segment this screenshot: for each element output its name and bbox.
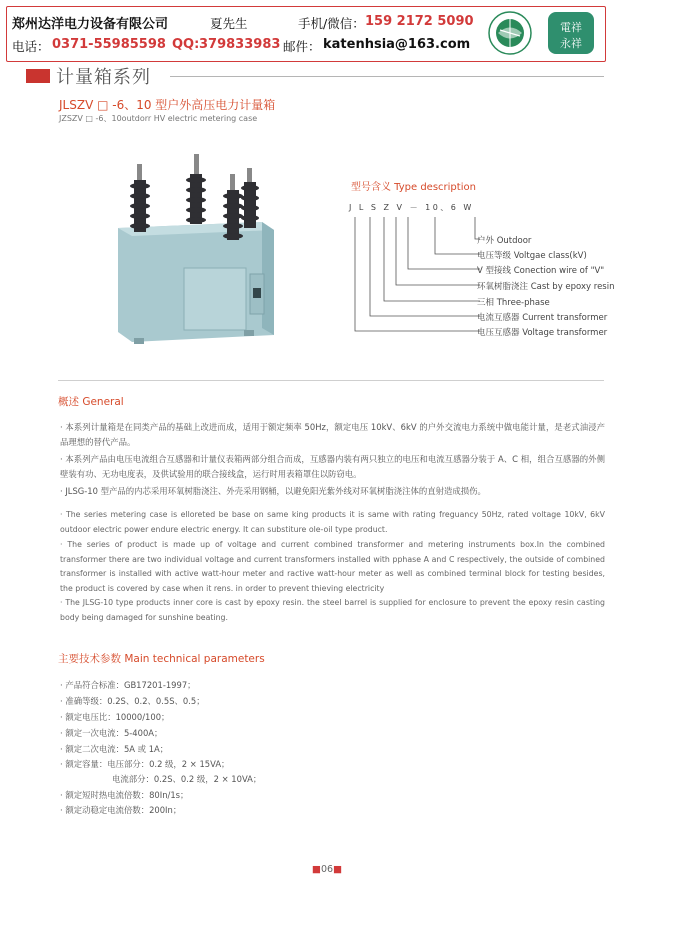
email-label: 邮件： — [283, 39, 321, 54]
type-item-voltage-transformer: 电压互感器 Voltage transformer — [477, 328, 608, 338]
type-code: J L S Z V － 10、6 W — [349, 203, 474, 212]
type-code-leader-lines — [340, 205, 490, 340]
general-en-paragraph-3: · The JLSG-10 type products inner core is cast by epoxy resin. the steel barrel is supplied for enclosure to prevent the epoxy resin casting body being damaged for sunshine beating. — [60, 598, 605, 622]
page-number-marker-right: ■ — [333, 864, 343, 875]
type-item-epoxy: 环氧树脂浇注 Cast by epoxy resin — [477, 282, 615, 292]
type-item-current-transformer: 电流互感器 Current transformer — [477, 313, 608, 323]
param-capacity-voltage: · 额定容量：电压部分：0.2 级，2 × 15VA； — [60, 759, 230, 769]
section-divider — [58, 380, 604, 381]
param-standard: · 产品符合标准：GB17201-1997； — [60, 680, 196, 690]
svg-text:電祥: 電祥 — [560, 21, 582, 34]
tel-number: 0371-55985598 — [52, 37, 166, 52]
metering-case-image — [112, 150, 280, 345]
param-capacity-current: 电流部分：0.2S、0.2 级，2 × 10VA； — [112, 774, 262, 784]
product-title: JLSZV □ -6、10 型户外高压电力计量箱 — [59, 98, 276, 112]
type-item-three-phase: 三相 Three-phase — [477, 298, 550, 308]
phone-number: 159 2172 5090 — [365, 14, 474, 29]
page-title: 计量箱系列 — [56, 67, 151, 88]
param-primary-current: · 额定一次电流：5-400A； — [60, 728, 163, 738]
params-title: 主要技术参数 Main technical parameters — [58, 653, 265, 665]
page-number-marker-left: ■ — [312, 864, 321, 875]
general-title: 概述 General — [58, 396, 124, 408]
contact-name: 夏先生 — [210, 16, 248, 31]
general-cn-paragraph-1: · 本系列计量箱是在同类产品的基础上改进而成，适用于额定频率 50Hz，额定电压 10kV、6kV 的户外交流电力系统中做电能计量，是老式油浸产品理想的替代产品。 — [60, 422, 605, 447]
param-voltage-ratio: · 额定电压比：10000/100； — [60, 712, 170, 722]
type-item-voltage-class: 电压等级 Voltgae class(kV) — [477, 251, 587, 261]
company-logo — [486, 8, 601, 58]
type-item-outdoor: 户外 Outdoor — [477, 236, 532, 246]
svg-text:永祥: 永祥 — [560, 37, 582, 50]
page-number-value: 06 — [320, 864, 334, 875]
company-name: 郑州达洋电力设备有限公司 — [12, 17, 169, 32]
email-address: katenhsia@163.com — [323, 37, 471, 52]
general-cn-paragraph-3: · JLSG-10 型产品的内芯采用环氧树脂浇注、外壳采用钢桶，以避免阳光紫外线对环氧树脂浇注体的直射造成损伤。 — [60, 486, 486, 496]
qq-label: QQ: — [172, 37, 200, 52]
param-dynamic-current: · 额定动稳定电流倍数：200In； — [60, 805, 182, 815]
general-cn-paragraph-2: · 本系列产品由电压电流组合互感器和计量仪表箱两部分组合而成，互感器内装有两只独立的电压和电流互感器分装于 A、C 相，组合互感器的外侧壁装有功、无功电度表，及供试验用的联合接线盒，运行时用表箱罩住以防窃电。 — [60, 454, 605, 479]
general-en-paragraph-2: · The series of product is made up of voltage and current combined transformer and metering instruments box.In the combined transformer there are two individual voltage and current transformers installed with pphase A and C respectively, the outside of combined transformer is installed with active watt-hour meter and ractive watt-hour meter as well as combined terminal block for testing besides, the product is covered by case when it rens. in order to prevent thieving electricity — [60, 540, 605, 593]
product-subtitle: JZSZV □ -6、10outdorr HV electric metering case — [59, 114, 258, 123]
type-description-title: 型号含义 Type description — [351, 182, 476, 193]
tel-label: 电话： — [12, 39, 50, 54]
type-item-v-connection: V 型接线 Conection wire of "V" — [477, 266, 605, 276]
param-secondary-current: · 额定二次电流：5A 或 1A； — [60, 744, 169, 754]
general-en-paragraph-1: · The series metering case is elloreted be base on same king products it is same with rating freguancy 50Hz, rated voltage 10kV, 6kV outdoor electric power endure electric energy. It can substiture ole-oil type product. — [60, 510, 605, 534]
phone-label: 手机/微信： — [298, 16, 365, 31]
title-divider — [170, 76, 604, 77]
param-accuracy: · 准确等级：0.2S、0.2、0.5S、0.5； — [60, 696, 205, 706]
qq-number: 379833983 — [199, 37, 281, 52]
title-accent-bar — [26, 69, 50, 83]
page-number — [312, 864, 342, 875]
param-thermal-current: · 额定短时热电流倍数：80In/1s； — [60, 790, 189, 800]
